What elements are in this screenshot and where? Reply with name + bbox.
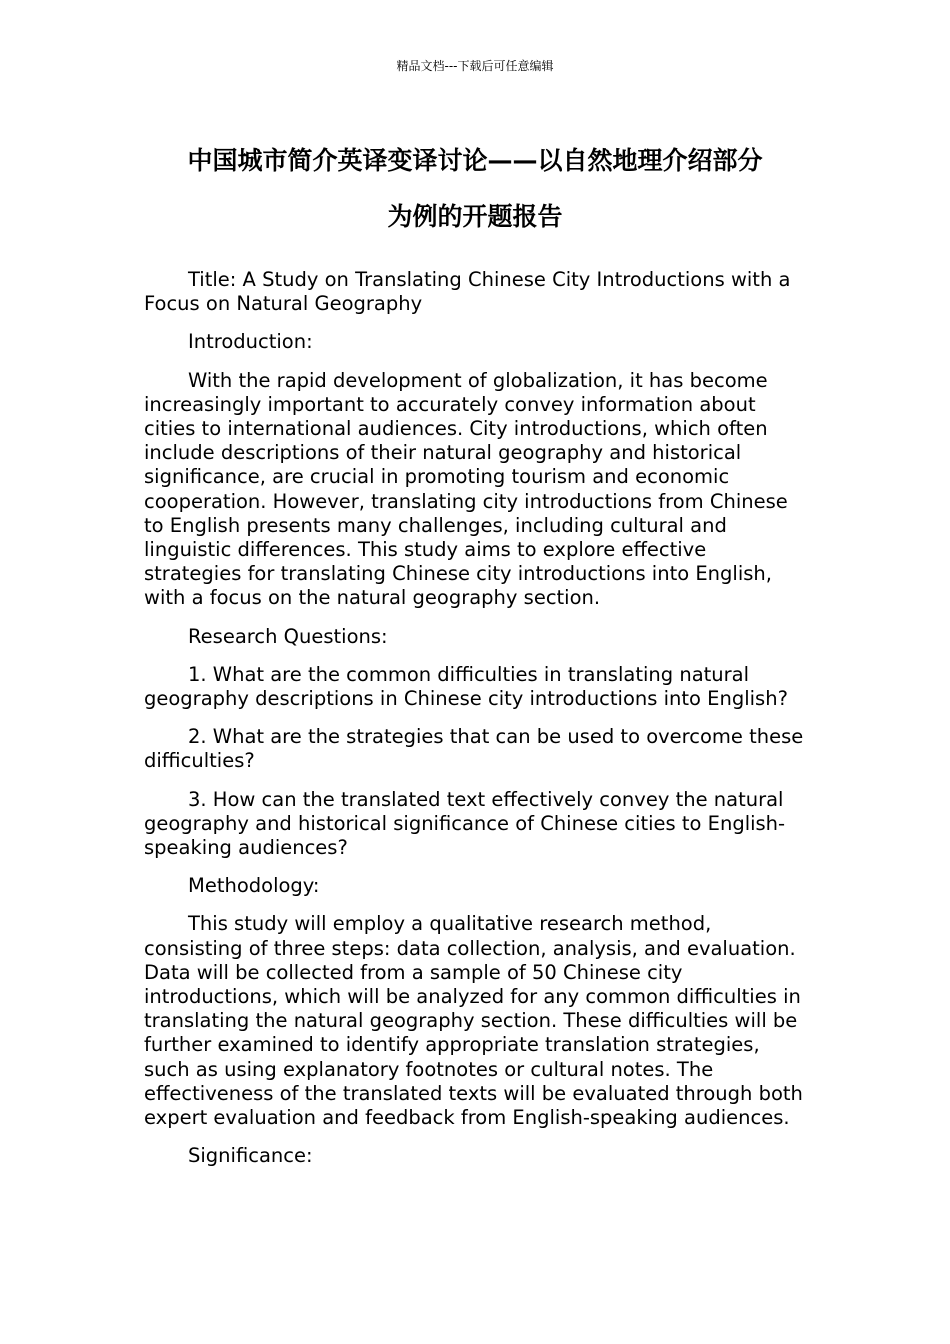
methodology-paragraph: This study will employ a qualitative research method, consisting of three steps: data collection, analysis, and evaluation. Data will be collected from a sample of 50 Chinese city introductions, which will be analyzed for any common difficulties in translating the natural geography section. These difficulties will be further examined to identify appropriate translation strategies, such as using explanatory footnotes or cultural notes. The effectiveness of the translated texts will be evaluated through both expert evaluation and feedback from English-speaking audiences.	[144, 912, 803, 1130]
document-body	[144, 268, 809, 1183]
methodology-heading: Methodology:	[188, 874, 320, 898]
document-title-line-1: 中国城市简介英译变译讨论——以自然地理介绍部分	[187, 146, 763, 175]
research-question-1: 1. What are the common difficulties in translating natural geography descriptions in Chinese city introductions into English?	[144, 662, 788, 711]
research-question-2: 2. What are the strategies that can be used to overcome these difficulties?	[144, 725, 804, 773]
significance-heading: Significance:	[188, 1144, 313, 1168]
paper-title-paragraph: Title: A Study on Translating Chinese City Introductions with a Focus on Natural Geography	[144, 268, 791, 316]
introduction-heading: Introduction:	[188, 330, 313, 354]
document-title-line-2: 为例的开题报告	[387, 202, 563, 231]
document-title	[140, 133, 810, 245]
research-questions-heading: Research Questions:	[188, 624, 388, 648]
research-question-3: 3. How can the translated text effectively convey the natural geography and historical significance of Chinese cities to English-speaking audiences?	[144, 787, 786, 860]
introduction-paragraph: With the rapid development of globalization, it has become increasingly important to accurately convey information about cities to international audiences. City introductions, which often include descriptions of their natural geography and historical significance, are crucial in promoting tourism and economic cooperation. However, translating city introductions from Chinese to English presents many challenges, including cultural and linguistic differences. This study aims to explore effective strategies for translating Chinese city introductions into English, with a focus on the natural geography section.	[144, 368, 788, 610]
header-note: 精品文档---下载后可任意编辑	[396, 59, 554, 73]
